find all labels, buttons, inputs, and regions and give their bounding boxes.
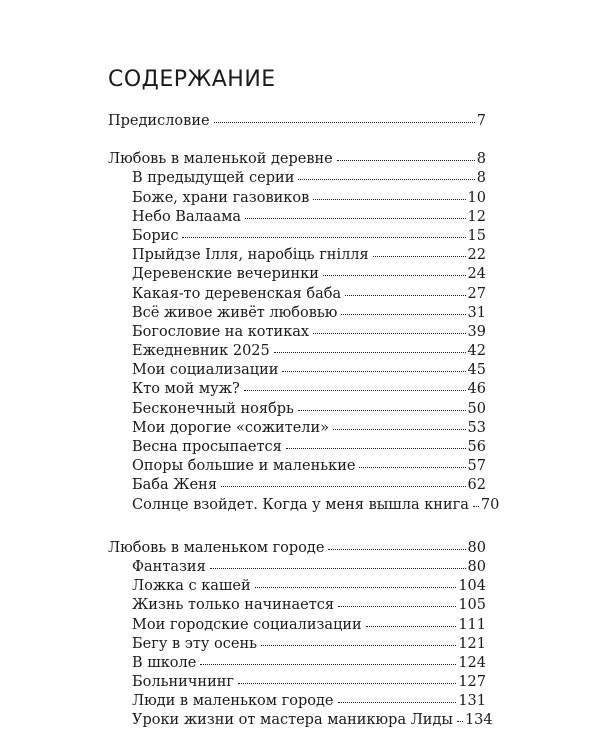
toc-entry-label: Всё живое живёт любовью	[132, 304, 338, 321]
toc-entry-page: 15	[467, 227, 486, 244]
toc-entry	[108, 189, 486, 208]
toc-entry-page: 46	[467, 381, 486, 398]
dot-leader	[337, 160, 475, 161]
dot-leader	[313, 199, 465, 200]
toc-entry-page: 121	[458, 635, 486, 652]
toc-entry	[108, 208, 486, 227]
toc-part-label: Любовь в маленькой деревне	[108, 151, 333, 168]
toc-entry-page: 7	[476, 113, 486, 129]
toc-part-page: 8	[476, 151, 486, 168]
toc-entry	[108, 419, 486, 438]
dot-leader	[221, 486, 466, 487]
toc-entry-page: 134	[464, 712, 493, 729]
toc-entry-label: Опоры большие и маленькие	[132, 458, 356, 475]
dot-leader	[210, 568, 466, 569]
toc-entry-page: 127	[458, 674, 486, 691]
toc-entry-label: Мои городские социализации	[132, 616, 362, 633]
dot-leader	[366, 626, 457, 627]
dot-leader	[261, 645, 456, 646]
toc-entry-label: Мои дорогие «сожители»	[132, 419, 330, 436]
dot-leader	[282, 371, 465, 372]
toc-entry	[108, 400, 486, 419]
toc-entry-label: Баба Женя	[132, 477, 217, 494]
toc-entry-page: 8	[476, 170, 486, 187]
dot-leader	[313, 333, 465, 334]
toc-entry-page: 57	[467, 458, 486, 475]
toc-entry	[108, 596, 486, 615]
toc-entry	[108, 380, 486, 399]
toc-entry-page: 104	[458, 578, 486, 595]
toc-entry-page: 50	[467, 400, 486, 417]
toc-entry	[108, 438, 486, 457]
toc-entry	[108, 654, 486, 673]
toc-entry-page: 131	[458, 693, 486, 710]
toc-entry	[108, 304, 486, 323]
toc-entry	[108, 476, 486, 495]
toc-entry-label: Бесконечный ноябрь	[132, 400, 294, 417]
toc-part-page: 80	[467, 539, 486, 556]
dot-leader	[338, 606, 456, 607]
toc-part-village	[108, 150, 486, 169]
toc-entry-page: 62	[467, 477, 486, 494]
toc-entry-label: Мои социализации	[132, 362, 279, 379]
dot-leader	[238, 683, 456, 684]
toc-entry-label: Больничнинг	[132, 674, 234, 691]
toc-entry	[108, 673, 486, 692]
dot-leader	[328, 549, 465, 550]
dot-leader	[245, 218, 466, 219]
toc-entry-page: 53	[467, 419, 486, 436]
toc-entry-label: Боже, храни газовиков	[132, 189, 310, 206]
toc-entry	[108, 361, 486, 380]
toc-entry	[108, 265, 486, 284]
toc-entry-label: Богословие на котиках	[132, 323, 310, 340]
toc-entry-page: 111	[458, 616, 486, 633]
dot-leader	[338, 702, 457, 703]
toc-entry-label: Ложка с кашей	[132, 578, 251, 595]
toc-entry-label: Какая-то деревенская баба	[132, 285, 342, 302]
dot-leader	[274, 352, 466, 353]
dot-leader	[244, 390, 466, 391]
toc-entry-page: 42	[467, 343, 486, 360]
toc-entry	[108, 227, 486, 246]
toc-entry-label: Бегу в эту осень	[132, 635, 258, 652]
table-of-contents	[108, 112, 500, 731]
dot-leader	[345, 295, 465, 296]
dot-leader	[359, 467, 465, 468]
toc-entry-label: Кто мой муж?	[132, 381, 240, 398]
toc-entry-page: 105	[458, 597, 486, 614]
dot-leader	[298, 179, 474, 180]
toc-entry-label: Люди в маленьком городе	[132, 693, 334, 710]
toc-entry-page: 24	[467, 266, 486, 283]
toc-entry-page: 56	[467, 439, 486, 455]
dot-leader	[255, 587, 457, 588]
toc-entry-label: Предисловие	[108, 113, 210, 129]
toc-entry-label: Прыйдзе Ілля, наробіць гнілля	[132, 247, 369, 264]
toc-entry-page: 70	[480, 496, 500, 513]
toc-entry-page: 45	[467, 362, 486, 379]
toc-entry-page: 39	[467, 323, 486, 340]
toc-entry	[108, 635, 486, 654]
toc-entry-label: Уроки жизни от мастера маникюра Лиды	[132, 712, 453, 729]
toc-entry-page: 22	[467, 247, 486, 264]
toc-entry	[108, 692, 486, 711]
dot-leader	[457, 721, 463, 722]
dot-leader	[341, 314, 465, 315]
dot-leader	[473, 506, 479, 507]
toc-entry-page: 10	[467, 189, 486, 206]
toc-entry	[108, 246, 486, 265]
toc-entry	[108, 342, 486, 361]
toc-entry-label: Небо Валаама	[132, 208, 242, 225]
page-title: СОДЕРЖАНИЕ	[108, 67, 276, 92]
dot-leader	[373, 256, 466, 257]
toc-part-town	[108, 539, 486, 558]
toc-entry-label: Жизнь только начинается	[132, 597, 335, 614]
toc-entry-preface	[108, 112, 486, 131]
toc-entry	[108, 457, 486, 476]
toc-entry-label: Ежедневник 2025	[132, 343, 270, 360]
toc-entry-label: Борис	[132, 227, 179, 244]
dot-leader	[333, 429, 466, 430]
toc-entry	[108, 169, 486, 188]
toc-entry-label: В предыдущей серии	[132, 170, 295, 187]
toc-entry-label: В школе	[132, 654, 197, 671]
toc-entry	[108, 711, 493, 730]
toc-entry-label: Весна просыпается	[132, 439, 282, 455]
dot-leader	[323, 275, 466, 276]
dot-leader	[182, 237, 465, 238]
dot-leader	[200, 664, 456, 665]
toc-part-label: Любовь в маленьком городе	[108, 539, 325, 556]
dot-leader	[214, 122, 475, 123]
toc-entry-page: 12	[467, 208, 486, 225]
dot-leader	[298, 410, 466, 411]
toc-entry	[108, 285, 486, 304]
toc-entry-label: Солнце взойдет. Когда у меня вышла книга	[132, 496, 469, 513]
dot-leader	[286, 448, 466, 449]
toc-entry-page: 27	[467, 285, 486, 302]
toc-entry-page: 80	[467, 558, 486, 575]
toc-entry-page: 124	[458, 654, 486, 671]
toc-entry	[108, 577, 486, 596]
toc-entry	[108, 558, 486, 577]
toc-entry-label: Деревенские вечеринки	[132, 266, 319, 283]
toc-entry-label: Фантазия	[132, 558, 206, 575]
toc-entry-page: 31	[467, 304, 486, 321]
toc-entry	[108, 616, 486, 635]
toc-entry	[108, 323, 486, 342]
toc-entry	[108, 496, 500, 515]
